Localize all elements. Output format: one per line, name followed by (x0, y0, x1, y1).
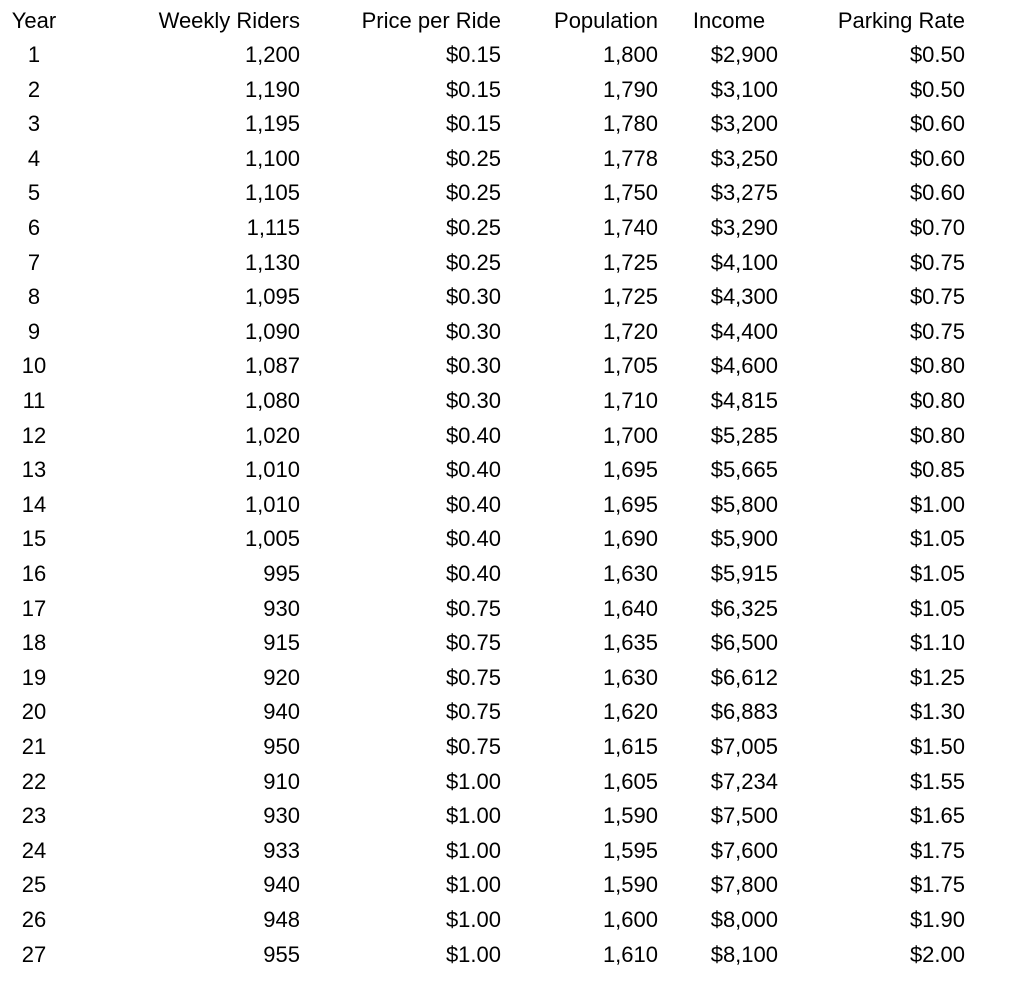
cell-year: 27 (21, 941, 47, 967)
cell-parking: $0.80 (909, 353, 965, 379)
table-row (0, 799, 1024, 833)
cell-price: $1.00 (445, 837, 501, 863)
cell-price: $0.15 (445, 111, 501, 137)
cell-year: 12 (21, 422, 47, 448)
cell-year: 16 (21, 561, 47, 586)
cell-riders: 1,020 (244, 422, 300, 448)
table-row (0, 384, 1024, 418)
cell-income: $7,500 (710, 803, 778, 829)
cell-price: $1.00 (445, 941, 501, 967)
cell-income: $7,005 (710, 734, 778, 759)
table-row (0, 868, 1024, 902)
cell-income: $6,325 (710, 595, 778, 621)
cell-population: 1,710 (602, 388, 658, 413)
cell-price: $0.75 (445, 699, 501, 725)
cell-parking: $0.50 (909, 42, 965, 67)
cell-income: $5,915 (710, 561, 778, 586)
cell-riders: 1,095 (244, 284, 300, 310)
cell-price: $0.25 (445, 249, 501, 275)
cell-riders: 1,010 (244, 457, 300, 483)
cell-population: 1,740 (602, 215, 658, 240)
cell-riders: 1,080 (244, 388, 300, 413)
cell-population: 1,720 (602, 318, 658, 344)
table-row (0, 142, 1024, 176)
cell-riders: 995 (263, 561, 300, 586)
cell-riders: 940 (263, 872, 300, 898)
cell-year: 10 (21, 353, 47, 379)
cell-price: $0.40 (445, 422, 501, 448)
cell-year: 20 (21, 699, 47, 725)
cell-population: 1,695 (602, 457, 658, 483)
table-row (0, 661, 1024, 695)
cell-price: $0.30 (445, 284, 501, 310)
cell-riders: 1,005 (244, 526, 300, 552)
cell-population: 1,700 (602, 422, 658, 448)
cell-income: $4,600 (710, 353, 778, 379)
cell-income: $5,800 (710, 491, 778, 517)
cell-parking: $0.70 (909, 215, 965, 240)
cell-population: 1,635 (602, 630, 658, 656)
cell-income: $4,100 (710, 249, 778, 275)
cell-riders: 1,115 (246, 215, 300, 240)
cell-population: 1,705 (602, 353, 658, 379)
cell-population: 1,690 (602, 526, 658, 552)
table-row (0, 626, 1024, 660)
cell-population: 1,600 (602, 907, 658, 932)
cell-income: $3,250 (710, 145, 778, 171)
cell-population: 1,595 (602, 837, 658, 863)
cell-price: $0.15 (445, 76, 501, 102)
cell-price: $0.25 (445, 145, 501, 171)
cell-population: 1,778 (602, 145, 658, 171)
header-parking: Parking Rate (837, 8, 965, 33)
cell-riders: 933 (263, 837, 300, 863)
cell-year: 9 (27, 318, 41, 344)
cell-income: $3,200 (710, 111, 778, 137)
table-row (0, 453, 1024, 487)
cell-population: 1,725 (602, 284, 658, 310)
cell-parking: $2.00 (909, 941, 965, 967)
cell-parking: $1.65 (909, 803, 965, 829)
cell-year: 25 (21, 872, 47, 898)
cell-price: $0.75 (445, 595, 501, 621)
cell-parking: $0.80 (909, 388, 965, 413)
cell-income: $7,800 (710, 872, 778, 898)
cell-income: $7,234 (710, 768, 778, 794)
cell-parking: $0.75 (909, 284, 965, 310)
header-price: Price per Ride (361, 8, 501, 33)
cell-income: $2,900 (710, 42, 778, 67)
cell-parking: $1.30 (909, 699, 965, 725)
cell-parking: $1.25 (909, 664, 965, 690)
cell-population: 1,640 (602, 595, 658, 621)
cell-income: $4,815 (710, 388, 778, 413)
table-row (0, 38, 1024, 72)
cell-parking: $1.05 (909, 561, 965, 586)
cell-population: 1,630 (602, 664, 658, 690)
table-header-row (0, 4, 1024, 38)
cell-population: 1,800 (602, 42, 658, 67)
cell-income: $4,300 (710, 284, 778, 310)
cell-price: $0.75 (445, 664, 501, 690)
cell-year: 6 (27, 215, 41, 240)
cell-income: $4,400 (710, 318, 778, 344)
cell-riders: 1,190 (244, 76, 300, 102)
cell-population: 1,630 (602, 561, 658, 586)
cell-income: $5,665 (710, 457, 778, 483)
cell-year: 7 (27, 249, 41, 275)
cell-riders: 915 (263, 630, 300, 656)
cell-price: $0.30 (445, 318, 501, 344)
cell-parking: $1.10 (909, 630, 965, 656)
cell-income: $3,290 (710, 215, 778, 240)
cell-income: $5,285 (710, 422, 778, 448)
cell-population: 1,790 (602, 76, 658, 102)
cell-price: $0.40 (445, 526, 501, 552)
cell-population: 1,605 (602, 768, 658, 794)
table-row (0, 834, 1024, 868)
cell-year: 14 (21, 491, 47, 517)
table-row (0, 211, 1024, 245)
cell-income: $3,275 (710, 180, 778, 206)
cell-parking: $0.75 (909, 318, 965, 344)
cell-income: $8,100 (710, 941, 778, 967)
cell-riders: 930 (263, 595, 300, 621)
header-year: Year (11, 8, 57, 33)
cell-income: $6,883 (710, 699, 778, 725)
cell-riders: 1,010 (244, 491, 300, 517)
cell-parking: $1.55 (909, 768, 965, 794)
cell-population: 1,695 (602, 491, 658, 517)
cell-parking: $1.75 (909, 837, 965, 863)
table-row (0, 557, 1024, 591)
table-row (0, 419, 1024, 453)
cell-parking: $1.90 (909, 907, 965, 932)
cell-price: $1.00 (445, 872, 501, 898)
header-population: Population (554, 8, 658, 33)
table-row (0, 695, 1024, 729)
table-row (0, 73, 1024, 107)
cell-parking: $1.05 (909, 595, 965, 621)
cell-riders: 1,200 (244, 42, 300, 67)
table-row (0, 246, 1024, 280)
cell-price: $0.40 (445, 457, 501, 483)
table-row (0, 315, 1024, 349)
table-row (0, 488, 1024, 522)
cell-riders: 1,105 (244, 180, 300, 206)
header-riders: Weekly Riders (158, 8, 300, 33)
cell-population: 1,780 (602, 111, 658, 137)
cell-price: $1.00 (445, 768, 501, 794)
cell-parking: $0.60 (909, 145, 965, 171)
cell-population: 1,590 (602, 872, 658, 898)
cell-population: 1,610 (602, 941, 658, 967)
cell-year: 17 (21, 595, 47, 621)
cell-riders: 1,130 (244, 249, 300, 275)
cell-price: $0.25 (445, 215, 501, 240)
cell-riders: 1,090 (244, 318, 300, 344)
table-row (0, 280, 1024, 314)
cell-year: 18 (21, 630, 47, 656)
cell-year: 2 (27, 76, 41, 102)
cell-parking: $1.75 (909, 872, 965, 898)
cell-year: 15 (21, 526, 47, 552)
cell-population: 1,725 (602, 249, 658, 275)
cell-price: $1.00 (445, 907, 501, 932)
cell-year: 8 (27, 284, 41, 310)
cell-year: 21 (21, 734, 47, 759)
table-row (0, 938, 1024, 972)
cell-price: $0.75 (445, 734, 501, 759)
table-row (0, 903, 1024, 937)
cell-parking: $1.05 (909, 526, 965, 552)
cell-riders: 910 (263, 768, 300, 794)
cell-year: 3 (27, 111, 41, 137)
cell-year: 19 (21, 664, 47, 690)
cell-year: 1 (27, 42, 41, 67)
cell-price: $0.15 (445, 42, 501, 67)
cell-parking: $0.85 (909, 457, 965, 483)
table-row (0, 765, 1024, 799)
cell-price: $0.40 (445, 561, 501, 586)
cell-riders: 1,087 (244, 353, 300, 379)
cell-riders: 920 (263, 664, 300, 690)
cell-parking: $0.75 (909, 249, 965, 275)
cell-riders: 955 (263, 941, 300, 967)
cell-riders: 948 (263, 907, 300, 932)
cell-income: $8,000 (710, 907, 778, 932)
cell-riders: 930 (263, 803, 300, 829)
cell-parking: $0.50 (909, 76, 965, 102)
cell-price: $0.30 (445, 353, 501, 379)
header-income: Income (692, 8, 766, 33)
cell-parking: $1.00 (909, 491, 965, 517)
cell-parking: $0.60 (909, 111, 965, 137)
cell-year: 13 (21, 457, 47, 483)
cell-year: 23 (21, 803, 47, 829)
cell-price: $0.40 (445, 491, 501, 517)
cell-population: 1,615 (602, 734, 658, 759)
cell-riders: 1,100 (244, 145, 300, 171)
cell-parking: $0.80 (909, 422, 965, 448)
cell-income: $6,612 (710, 664, 778, 690)
table-row (0, 176, 1024, 210)
cell-income: $5,900 (710, 526, 778, 552)
cell-price: $1.00 (445, 803, 501, 829)
cell-riders: 940 (263, 699, 300, 725)
cell-year: 5 (27, 180, 41, 206)
cell-riders: 950 (263, 734, 300, 759)
cell-year: 22 (21, 768, 47, 794)
cell-year: 11 (22, 388, 46, 413)
cell-income: $7,600 (710, 837, 778, 863)
cell-price: $0.30 (445, 388, 501, 413)
cell-income: $6,500 (710, 630, 778, 656)
cell-parking: $0.60 (909, 180, 965, 206)
cell-population: 1,620 (602, 699, 658, 725)
cell-year: 26 (21, 907, 47, 932)
table-row (0, 349, 1024, 383)
table-row (0, 592, 1024, 626)
table-row (0, 107, 1024, 141)
cell-population: 1,750 (602, 180, 658, 206)
table-row (0, 522, 1024, 556)
cell-riders: 1,195 (244, 111, 300, 137)
cell-year: 4 (27, 145, 41, 171)
cell-year: 24 (21, 837, 47, 863)
cell-income: $3,100 (710, 76, 778, 102)
cell-population: 1,590 (602, 803, 658, 829)
cell-price: $0.25 (445, 180, 501, 206)
table-row (0, 730, 1024, 764)
cell-price: $0.75 (445, 630, 501, 656)
cell-parking: $1.50 (909, 734, 965, 759)
